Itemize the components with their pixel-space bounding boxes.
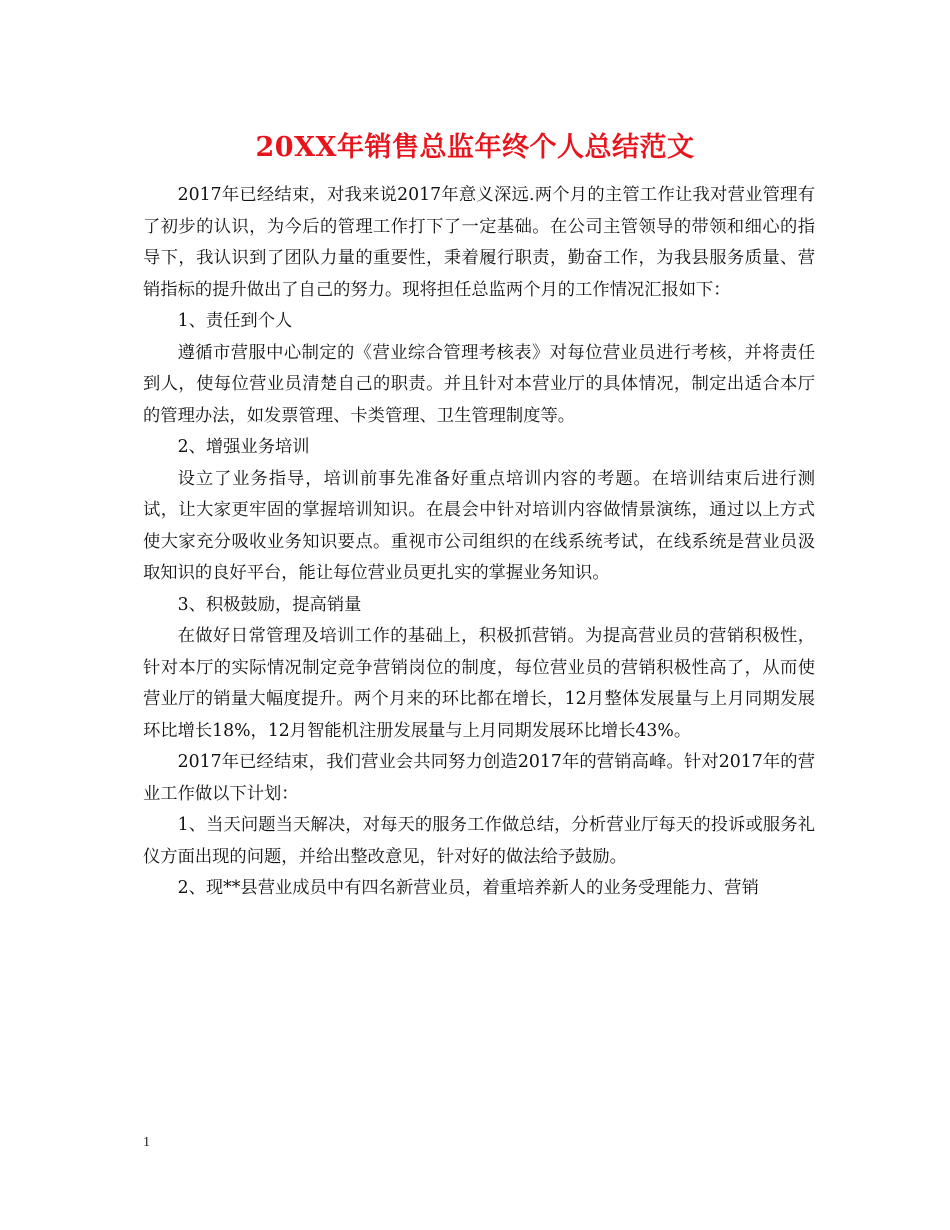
paragraph-section-1: 遵循市营服中心制定的《营业综合管理考核表》对每位营业员进行考核，并将责任到人，使每位营业员清楚自己的职责。并且针对本营业厅的具体情况，制定出适合本厅的管理办法，如发票管理、卡类管理、卫生管理制度等。: [143, 342, 815, 426]
section-heading-1: 1、责任到个人: [177, 311, 293, 331]
paragraph-plan-2: 2、现**县营业成员中有四名新营业员，着重培养新人的业务受理能力、营销: [177, 878, 759, 898]
paragraph-plan-1: 1、当天问题当天解决，对每天的服务工作做总结，分析营业厅每天的投诉或服务礼仪方面出现的问题，并给出整改意见，针对好的做法给予鼓励。: [143, 815, 815, 867]
paragraph-section-2: 设立了业务指导，培训前事先准备好重点培训内容的考题。在培训结束后进行测试，让大家更牢固的掌握培训知识。在晨会中针对培训内容做情景演练，通过以上方式使大家充分吸收业务知识要点。重视市公司组织的在线系统考试，在线系统是营业员汲取知识的良好平台，能让每位营业员更扎实的掌握业务知识。: [143, 468, 815, 583]
paragraph-intro: 2017年已经结束，对我来说2017年意义深远.两个月的主管工作让我对营业管理有了初步的认识，为今后的管理工作打下了一定基础。在公司主管领导的带领和细心的指导下，我认识到了团队力量的重要性，秉着履行职责，勤奋工作，为我县服务质量、营销指标的提升做出了自己的努力。现将担任总监两个月的工作情况汇报如下：: [143, 185, 815, 300]
document-body: [143, 180, 815, 905]
page-number: 1: [143, 1135, 150, 1150]
section-heading-3: 3、积极鼓励，提高销量: [177, 594, 362, 615]
section-heading-2: 2、增强业务培训: [177, 437, 310, 457]
paragraph-plan-intro: 2017年已经结束，我们营业会共同努力创造2017年的营销高峰。针对2017年的营业工作做以下计划：: [143, 752, 815, 804]
document-title: 20XX年销售总监年终个人总结范文: [255, 132, 695, 163]
paragraph-section-3: 在做好日常管理及培训工作的基础上，积极抓营销。为提高营业员的营销积极性，针对本厅的实际情况制定竞争营销岗位的制度，每位营业员的营销积极性高了，从而使营业厅的销量大幅度提升。两个月来的环比都在增长，12月整体发展量与上月同期发展环比增长18%，12月智能机注册发展量与上月同期发展环比增长43%。: [143, 626, 815, 741]
